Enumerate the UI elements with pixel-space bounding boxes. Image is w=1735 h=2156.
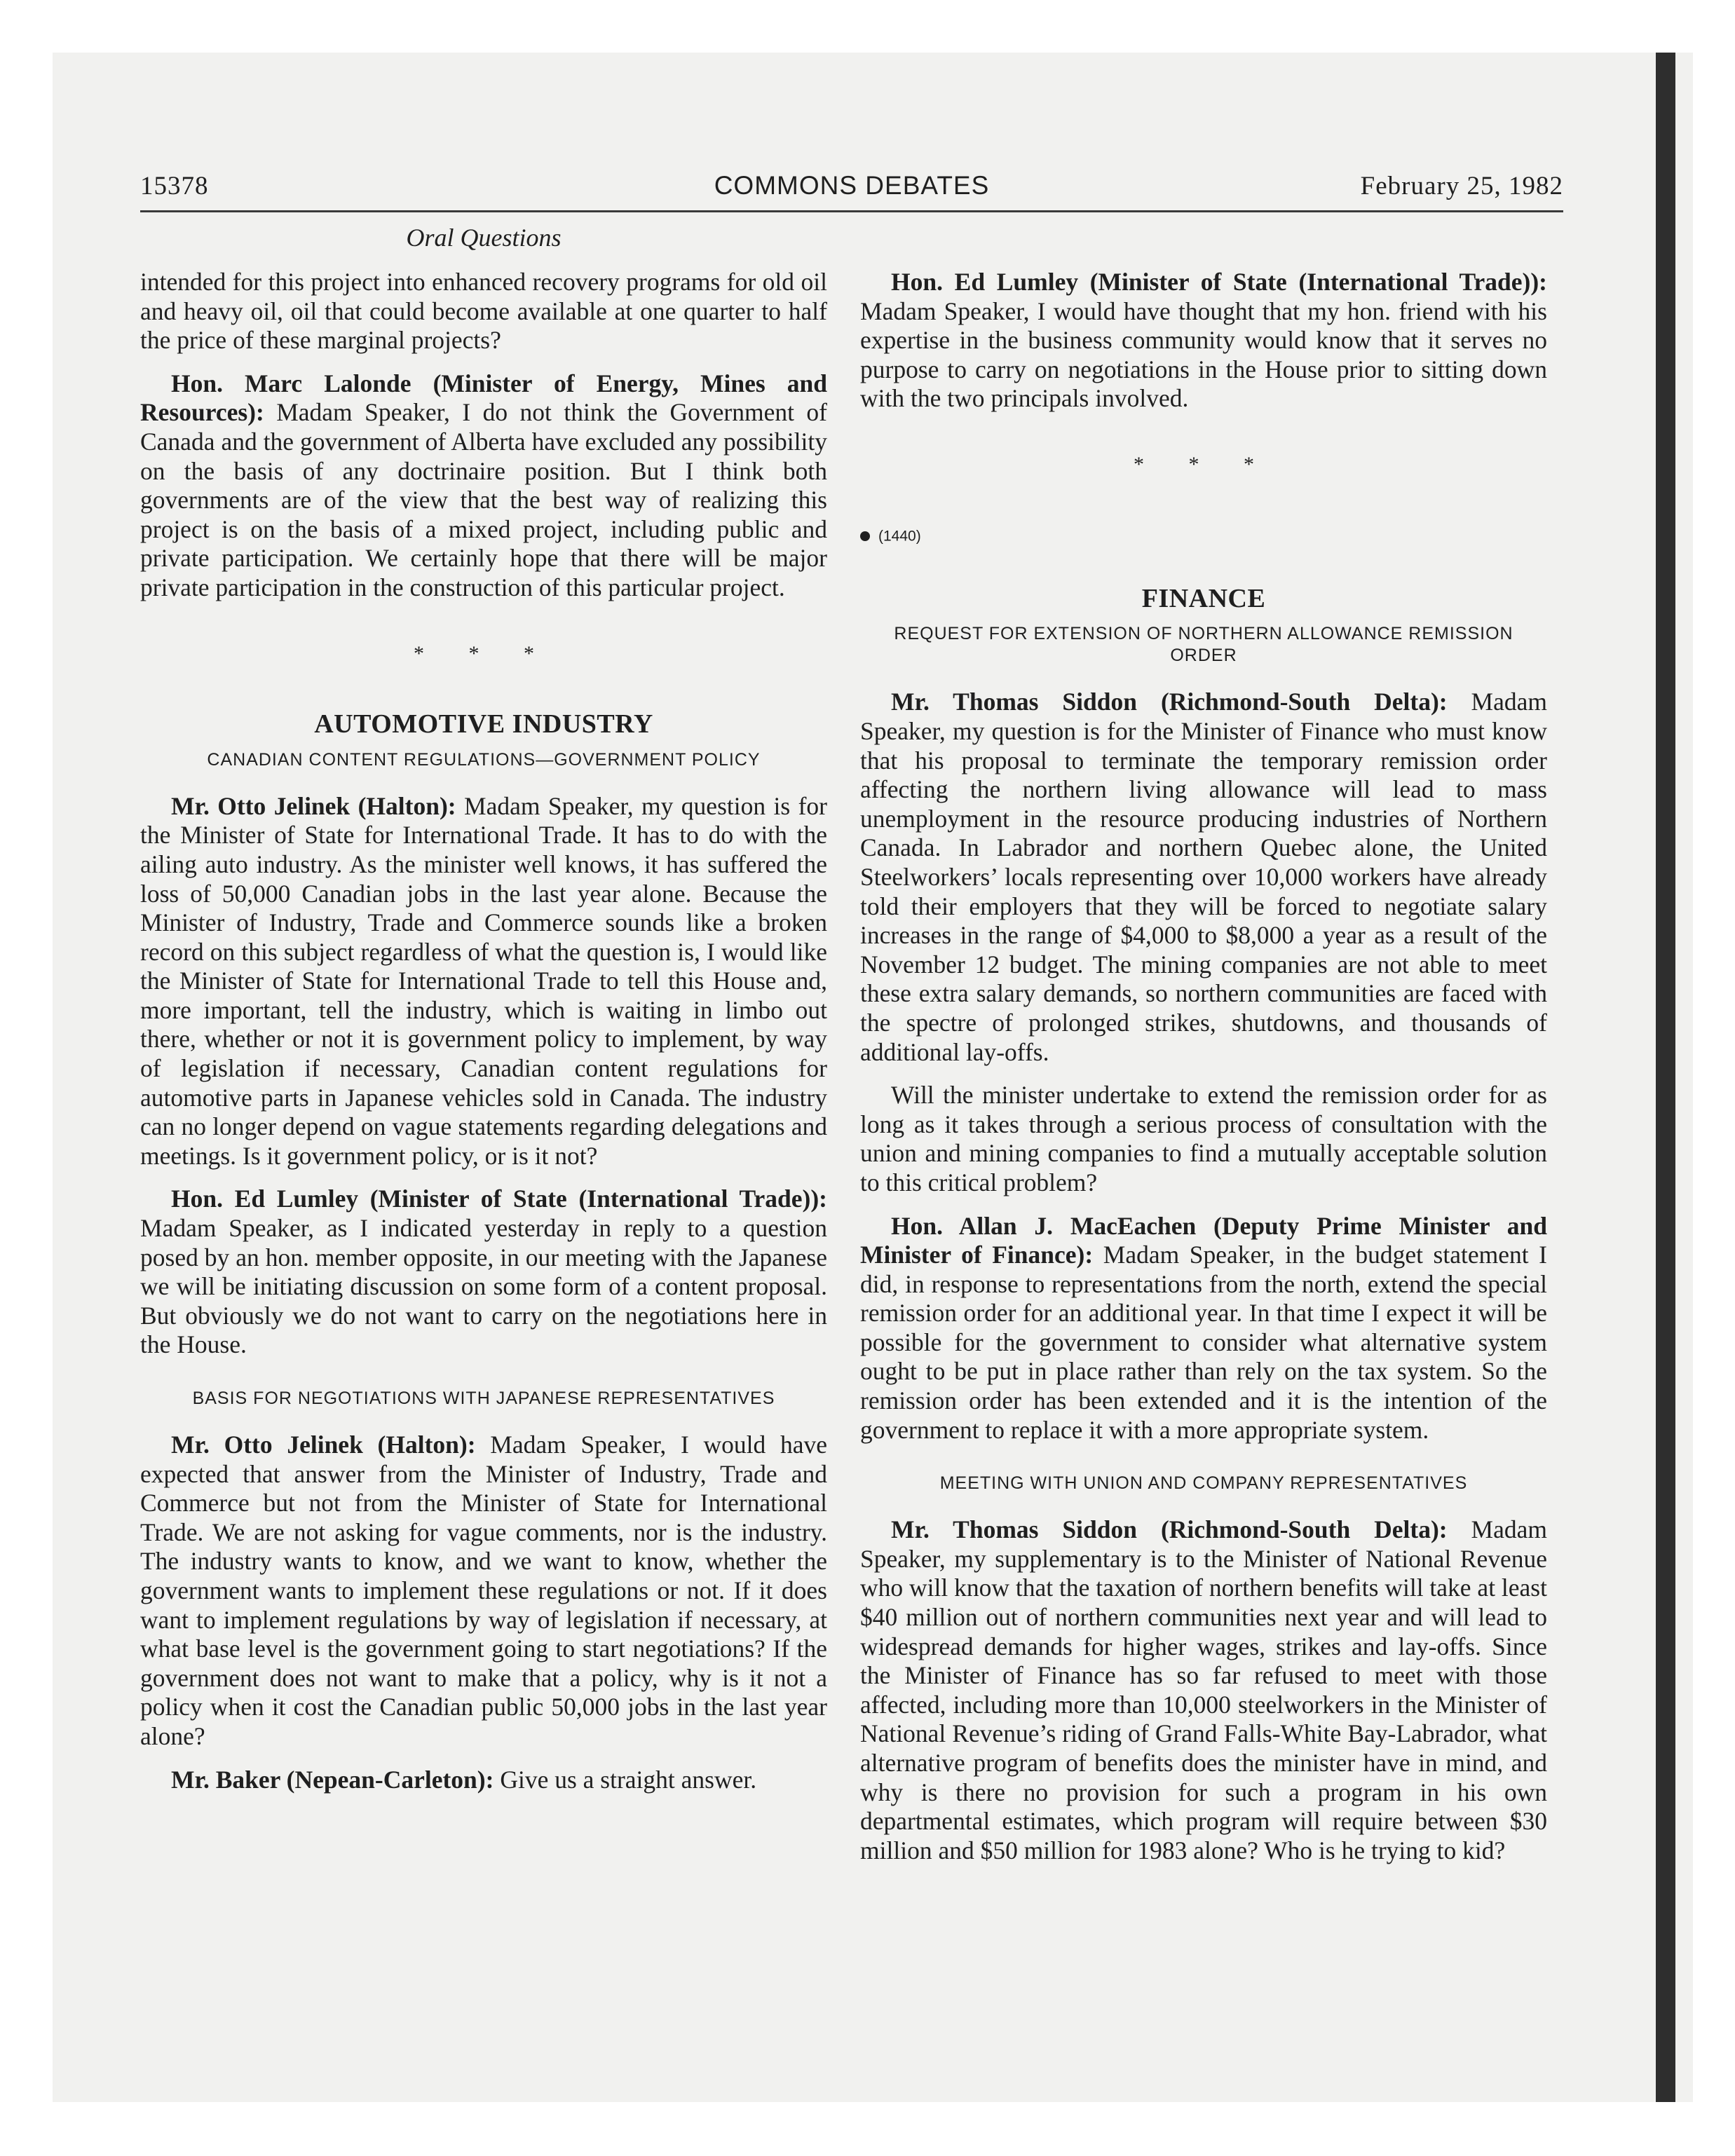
paragraph: [860, 1515, 1547, 1865]
speech-text: Madam Speaker, I do not think the Government of Canada and the government of Alberta have excluded any possibility on the basis of any doctrinaire position. But I think both governments are of the view that the best way of realizing this project is on the basis of a mixed project, including public and private participation. We certainly hope that there will be major private participation in the construction of this particular project.: [140, 398, 827, 601]
section-separator: * * *: [1134, 452, 1274, 476]
speaker-name: Hon. Ed Lumley (Minister of State (International Trade)):: [891, 268, 1547, 296]
speech-text: Madam Speaker, I would have thought that my hon. friend with his expertise in the business community would know that it serves no purpose to carry on negotiations in the House prior to sitting down with the two principals involved.: [860, 296, 1547, 413]
speaker-name: Hon. Allan J. MacEachen (Deputy Prime Minister and Minister of Finance):: [860, 1211, 1547, 1269]
paragraph: [140, 792, 827, 1171]
page-header: [140, 171, 1563, 212]
paragraph: [140, 1431, 827, 1752]
speaker-name: Mr. Baker (Nepean-Carleton):: [171, 1765, 494, 1794]
speech-text: Madam Speaker, I would have expected that answer from the Minister of Industry, Trade and Commerce but not from the Minister of State for International Trade. We are not asking for vague comments, nor is the industry. The industry wants to know, and we want to know, whether the government wants to implement these regulations or not. If it does want to implement regulations by way of legislation if necessary, at what base level is the government going to start negotiations? If the government does not want to make that a policy, why is it not a policy when it cost the Canadian public 50,000 jobs in the last year alone?: [140, 1431, 827, 1750]
speech-text: Madam Speaker, as I indicated yesterday in reply to a question posed by an hon. member opposite, in our meeting with the Japanese we will be initiating discussion on some form of a content proposal. But obviously we do not want to carry on the negotiations here in the House.: [140, 1214, 827, 1359]
speaker-name: Mr. Thomas Siddon (Richmond-South Delta):: [891, 688, 1448, 716]
left-column: [140, 268, 827, 1808]
bullet-icon: [860, 531, 870, 541]
paragraph: [140, 1766, 827, 1795]
paragraph: [860, 688, 1547, 1067]
time-marker-text: (1440): [878, 528, 921, 545]
section-title: FINANCE: [1141, 583, 1266, 613]
subheading: CANADIAN CONTENT REGULATIONS—GOVERNMENT POLICY: [207, 749, 761, 770]
paragraph: Will the minister undertake to extend the remission order for as long as it takes through a serious process of consultation with the union and mining companies to find a mutually acceptable solution to this critical problem?: [860, 1081, 1547, 1196]
paragraph: [140, 1185, 827, 1360]
section-separator: * * *: [414, 641, 554, 665]
paragraph: intended for this project into enhanced recovery programs for old oil and heavy oil, oil that could become available at one quarter to half the price of these marginal projects?: [140, 268, 827, 355]
binding-shadow: [1656, 53, 1675, 2102]
running-head: Oral Questions: [406, 224, 562, 252]
speech-text: Madam Speaker, my supplementary is to the Minister of National Revenue who will know that the taxation of northern benefits will take at least $40 million out of northern communities next year and will lead to widespread demands for higher wages, strikes and lay-offs. Since the Minister of Finance has so far refused to meet with those affected, including more than 10,000 steelworkers in the Minister of National Revenue’s riding of Grand Falls-White Bay-Labrador, what alternative program of benefits does the minister have in mind, and why is there no provision for such a program in his own departmental estimates, which program will require between $30 million and $50 million for 1983 alone? Who is he trying to kid?: [860, 1515, 1547, 1864]
speech-text: Madam Speaker, my question is for the Minister of State for International Trade. It has to do with the ailing auto industry. As the minister well knows, it has suffered the loss of 50,000 Canadian jobs in the last year alone. Because the Minister of Industry, Trade and Commerce sounds like a broken record on this subject regardless of what the question is, I would like the Minister of State for International Trade to tell this House and, more important, tell the industry, which is waiting in limbo out there, whether or not it is government policy to implement, by way of legislation if necessary, Canadian content regulations for automotive parts in Japanese vehicles sold in Canada. The industry can no longer depend on vague statements regarding delegations and meetings. Is it government policy, or is it not?: [140, 791, 827, 1170]
speaker-name: Mr. Otto Jelinek (Halton):: [171, 791, 456, 820]
subheading: BASIS FOR NEGOTIATIONS WITH JAPANESE REPRESENTATIVES: [192, 1389, 775, 1408]
speech-text: Madam Speaker, in the budget statement I did, in response to representations from the north, extend the special remission order for an additional year. In that time I expect it will be possible for the government to consider what alternative system ought to be put in place rather than rely on the tax system. So the remission order has been extended and it is the intention of the government to replace it with a more appropriate system.: [860, 1241, 1547, 1444]
speech-text: Madam Speaker, my question is for the Minister of Finance who must know that his proposal to terminate the temporary remission order affecting the northern living allowance will lead to mass unemployment in the resource producing industries of Northern Canada. In Labrador and northern Quebec alone, the United Steelworkers’ locals representing over 10,000 workers have already told their employers that they will be forced to negotiate salary increases in the range of $4,000 to $8,000 a year as a result of the November 12 budget. The mining companies are not able to meet these extra salary demands, so northern communities are faced with the spectre of prolonged strikes, shutdowns, and thousands of additional lay-offs.: [860, 688, 1547, 1066]
page-number: 15378: [140, 172, 209, 200]
subheading: MEETING WITH UNION AND COMPANY REPRESENTATIVES: [939, 1473, 1468, 1494]
publication-date: February 25, 1982: [1360, 172, 1563, 200]
speaker-name: Mr. Thomas Siddon (Richmond-South Delta):: [891, 1515, 1448, 1544]
subheading: REQUEST FOR EXTENSION OF NORTHERN ALLOWANCE REMISSION ORDER: [894, 624, 1513, 666]
speaker-name: Hon. Ed Lumley (Minister of State (International Trade)):: [171, 1185, 827, 1213]
paragraph: [140, 369, 827, 603]
speaker-name: Mr. Otto Jelinek (Halton):: [171, 1431, 476, 1459]
paragraph: [860, 1212, 1547, 1445]
time-marker: [860, 521, 1547, 551]
right-column: [860, 268, 1547, 1879]
speech-text: Give us a straight answer.: [494, 1765, 757, 1794]
publication-title: COMMONS DEBATES: [714, 171, 990, 200]
section-title: AUTOMOTIVE INDUSTRY: [314, 709, 653, 739]
paragraph: [860, 268, 1547, 414]
speaker-name: Hon. Marc Lalonde (Minister of Energy, Mines and Resources):: [140, 369, 827, 427]
